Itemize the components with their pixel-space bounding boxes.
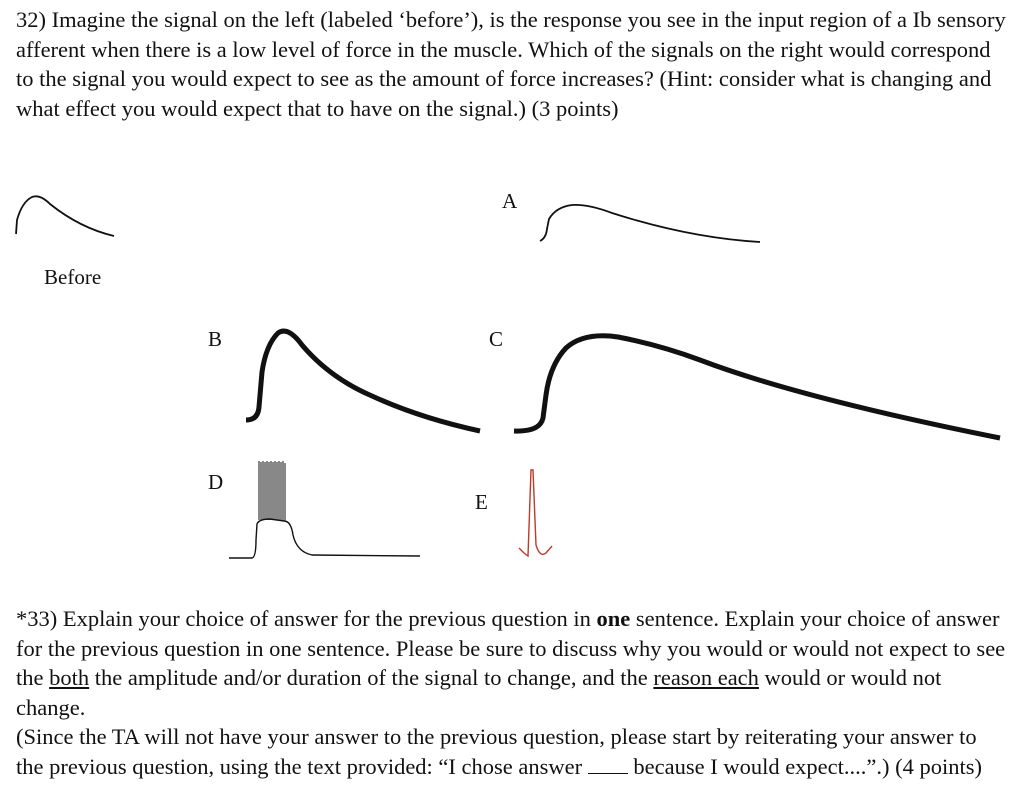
signal-a-trace [540, 205, 760, 242]
signal-e-trace [519, 470, 552, 556]
before-signal-trace [16, 196, 114, 236]
label-c: C [489, 327, 504, 351]
q33-line2-part1: (Since the TA will not have your answer to the previous question, please start by reiterating your answer to the previous question, using the text provided: “I chose answer [16, 724, 977, 779]
question-32-text: 32) Imagine the signal on the left (labeled ‘before’), is the response you see in the input region of a Ib sensory afferent when there is a low level of force in the muscle. Which of the signals on the right would correspond to the signal you would expect to see as the amount of force increases? (Hint: consider what is changing and what effect you would expect that to have on the signal.) (3 points) [16, 7, 1006, 121]
q33-part1: *33) Explain your choice of answer for the previous question in [16, 606, 597, 631]
signal-b-trace [246, 331, 480, 431]
signal-d-trace [229, 461, 420, 558]
q33-part2: sentence. Explain your choice of answer for the previous question in one sentence. Please be sure to discuss why you would or would not expect to see the [16, 606, 1006, 690]
label-a: A [502, 189, 518, 213]
label-e: E [475, 490, 488, 514]
answer-blank [588, 755, 628, 774]
q33-part4: would or would not change. [16, 665, 942, 720]
q33-bold-word: one [596, 606, 631, 631]
question-33-text [16, 604, 1006, 781]
label-b: B [208, 327, 223, 351]
label-d: D [208, 470, 224, 494]
label-before: Before [44, 265, 102, 289]
q33-underline-both: both [49, 665, 90, 690]
signal-c-trace [514, 336, 1000, 438]
q33-underline-reason: reason each [653, 665, 759, 690]
q33-line2-part2: because I would expect....”.) (4 points) [627, 753, 983, 779]
q33-part3: the amplitude and/or duration of the signal to change, and the [89, 665, 654, 690]
